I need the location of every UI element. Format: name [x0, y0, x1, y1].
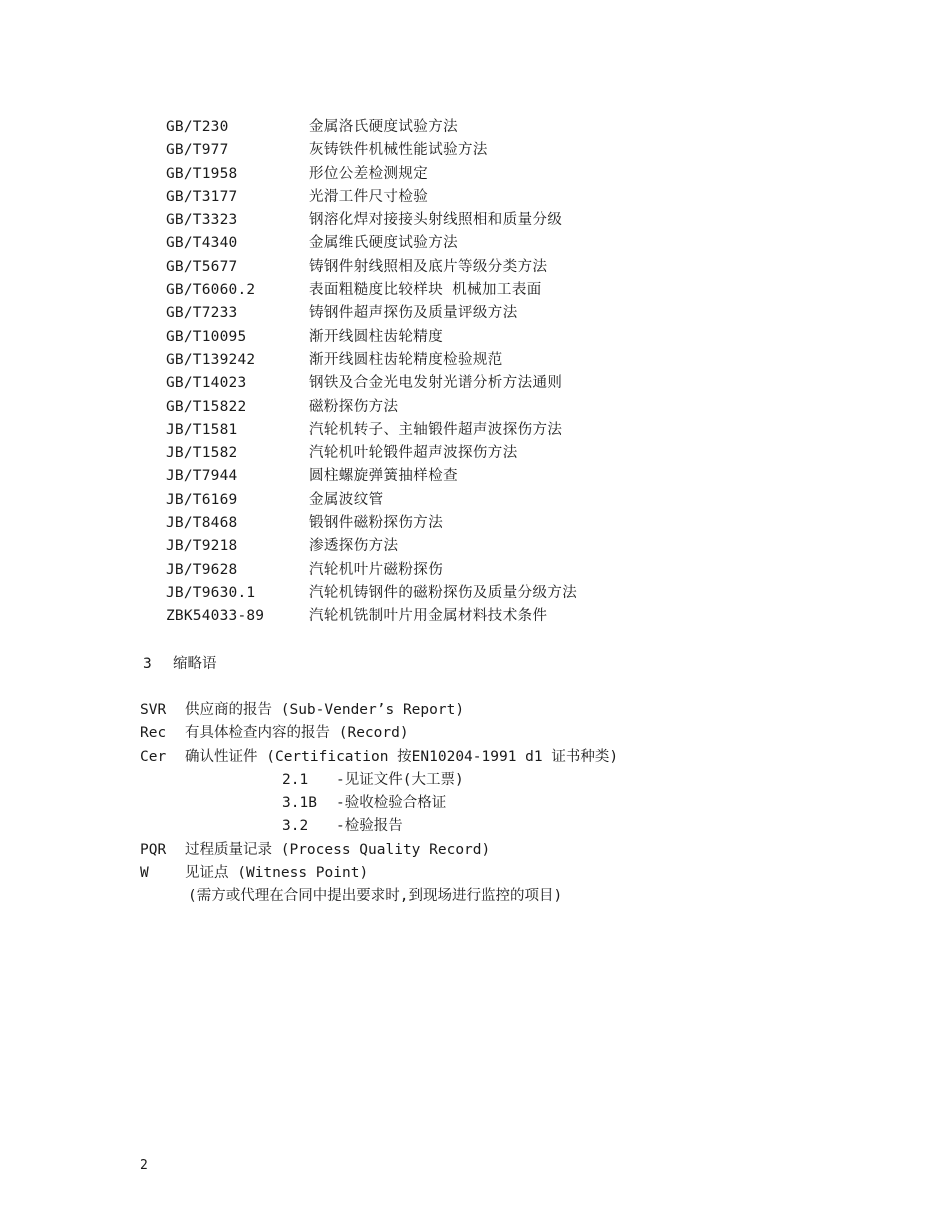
standard-title: 形位公差检测规定 — [309, 165, 429, 182]
certificate-type-code: 3.2 — [282, 818, 309, 835]
abbreviation-row — [140, 699, 840, 722]
standard-row — [166, 419, 726, 442]
abbreviation-row — [140, 862, 840, 885]
standard-title: 渐开线圆柱齿轮精度检验规范 — [309, 351, 503, 368]
standard-row — [166, 163, 726, 186]
abbreviation-row — [140, 839, 840, 862]
standard-row — [166, 349, 726, 372]
standard-row — [166, 302, 726, 325]
certificate-type-row — [140, 815, 840, 838]
standard-code: GB/T7233 — [166, 305, 238, 322]
abbreviations-list — [140, 699, 840, 909]
section-title: 缩略语 — [173, 656, 217, 672]
standard-code: JB/T9218 — [166, 538, 238, 555]
standard-row — [166, 186, 726, 209]
witness-point-note: (需方或代理在合同中提出要求时,到现场进行监控的项目) — [188, 888, 563, 905]
section-heading — [143, 652, 217, 676]
standard-code: GB/T10095 — [166, 328, 247, 345]
standard-code: GB/T977 — [166, 142, 229, 159]
abbreviation-term: Cer — [140, 748, 167, 765]
standard-title: 钢溶化焊对接接头射线照相和质量分级 — [309, 212, 563, 229]
standard-code: GB/T230 — [166, 119, 229, 135]
certificate-type-row — [140, 792, 840, 815]
abbreviation-term: PQR — [140, 841, 167, 858]
standard-title: 汽轮机铸钢件的磁粉探伤及质量分级方法 — [309, 584, 578, 601]
standard-row — [166, 279, 726, 302]
certificate-type-code: 3.1B — [282, 795, 317, 812]
certificate-type-desc: -见证文件(大工票) — [336, 771, 464, 788]
standard-code: GB/T14023 — [166, 375, 247, 392]
standard-title: 渗透探伤方法 — [309, 538, 399, 555]
standard-code: GB/T139242 — [166, 351, 256, 368]
standard-code: GB/T4340 — [166, 235, 238, 252]
abbreviation-definition: 确认性证件 (Certification 按EN10204-1991 d1 证书种类) — [185, 748, 619, 765]
certificate-type-code: 2.1 — [282, 771, 309, 788]
standard-code: JB/T7944 — [166, 468, 238, 485]
standard-title: 锻钢件磁粉探伤方法 — [309, 515, 444, 532]
standard-title: 汽轮机铣制叶片用金属材料技术条件 — [309, 608, 548, 625]
standard-title: 光滑工件尺寸检验 — [309, 188, 429, 205]
abbreviation-term: SVR — [140, 702, 167, 718]
standard-title: 圆柱螺旋弹簧抽样检查 — [309, 468, 458, 485]
standard-row — [166, 372, 726, 395]
standard-title: 表面粗糙度比较样块 机械加工表面 — [309, 282, 542, 299]
standard-row — [166, 605, 726, 628]
standard-row — [166, 442, 726, 465]
certificate-type-row — [140, 769, 840, 792]
standard-code: GB/T3177 — [166, 188, 238, 205]
standard-row — [166, 535, 726, 558]
standard-code: GB/T3323 — [166, 212, 238, 229]
abbreviation-definition: 供应商的报告 (Sub-Vender’s Report) — [185, 702, 465, 718]
abbreviation-term: W — [140, 865, 149, 882]
standard-row — [166, 139, 726, 162]
standard-row — [166, 489, 726, 512]
abbreviation-row — [140, 746, 840, 769]
abbreviation-definition: 见证点 (Witness Point) — [185, 865, 369, 882]
standard-row — [166, 232, 726, 255]
standard-title: 铸钢件超声探伤及质量评级方法 — [309, 305, 518, 322]
abbreviation-row — [140, 722, 840, 745]
standard-title: 铸钢件射线照相及底片等级分类方法 — [309, 258, 548, 275]
certificate-type-desc: -检验报告 — [336, 818, 403, 835]
standard-title: 渐开线圆柱齿轮精度 — [309, 328, 444, 345]
standard-code: JB/T1581 — [166, 421, 238, 438]
standard-row — [166, 209, 726, 232]
standard-code: GB/T15822 — [166, 398, 247, 415]
abbreviation-definition: 有具体检查内容的报告 (Record) — [185, 725, 409, 742]
standard-row — [166, 396, 726, 419]
standard-row — [166, 582, 726, 605]
standard-title: 汽轮机叶片磁粉探伤 — [309, 561, 444, 578]
abbreviation-definition: 过程质量记录 (Process Quality Record) — [185, 841, 491, 858]
standard-code: JB/T9628 — [166, 561, 238, 578]
standard-row — [166, 326, 726, 349]
standard-title: 金属洛氏硬度试验方法 — [309, 119, 458, 135]
standard-title: 钢铁及合金光电发射光谱分析方法通则 — [309, 375, 563, 392]
standard-code: GB/T1958 — [166, 165, 238, 182]
standard-title: 金属维氏硬度试验方法 — [309, 235, 458, 252]
standard-title: 汽轮机转子、主轴锻件超声波探伤方法 — [309, 421, 563, 438]
abbreviation-term: Rec — [140, 725, 167, 742]
standard-code: GB/T6060.2 — [166, 282, 256, 299]
standard-row — [166, 559, 726, 582]
standard-title: 磁粉探伤方法 — [309, 398, 399, 415]
standard-title: 灰铸铁件机械性能试验方法 — [309, 142, 488, 159]
standard-row — [166, 116, 726, 139]
standard-row — [166, 256, 726, 279]
standard-code: ZBK54033-89 — [166, 608, 265, 625]
certificate-type-desc: -验收检验合格证 — [336, 795, 447, 812]
standard-title: 金属波纹管 — [309, 491, 384, 508]
page-number: 2 — [140, 1158, 148, 1173]
standard-row — [166, 465, 726, 488]
standard-code: JB/T9630.1 — [166, 584, 256, 601]
standard-title: 汽轮机叶轮锻件超声波探伤方法 — [309, 445, 518, 462]
referenced-standards-list — [166, 116, 726, 629]
standard-row — [166, 512, 726, 535]
standard-code: GB/T5677 — [166, 258, 238, 275]
standard-code: JB/T1582 — [166, 445, 238, 462]
section-number: 3 — [143, 656, 152, 672]
standard-code: JB/T6169 — [166, 491, 238, 508]
standard-code: JB/T8468 — [166, 515, 238, 532]
